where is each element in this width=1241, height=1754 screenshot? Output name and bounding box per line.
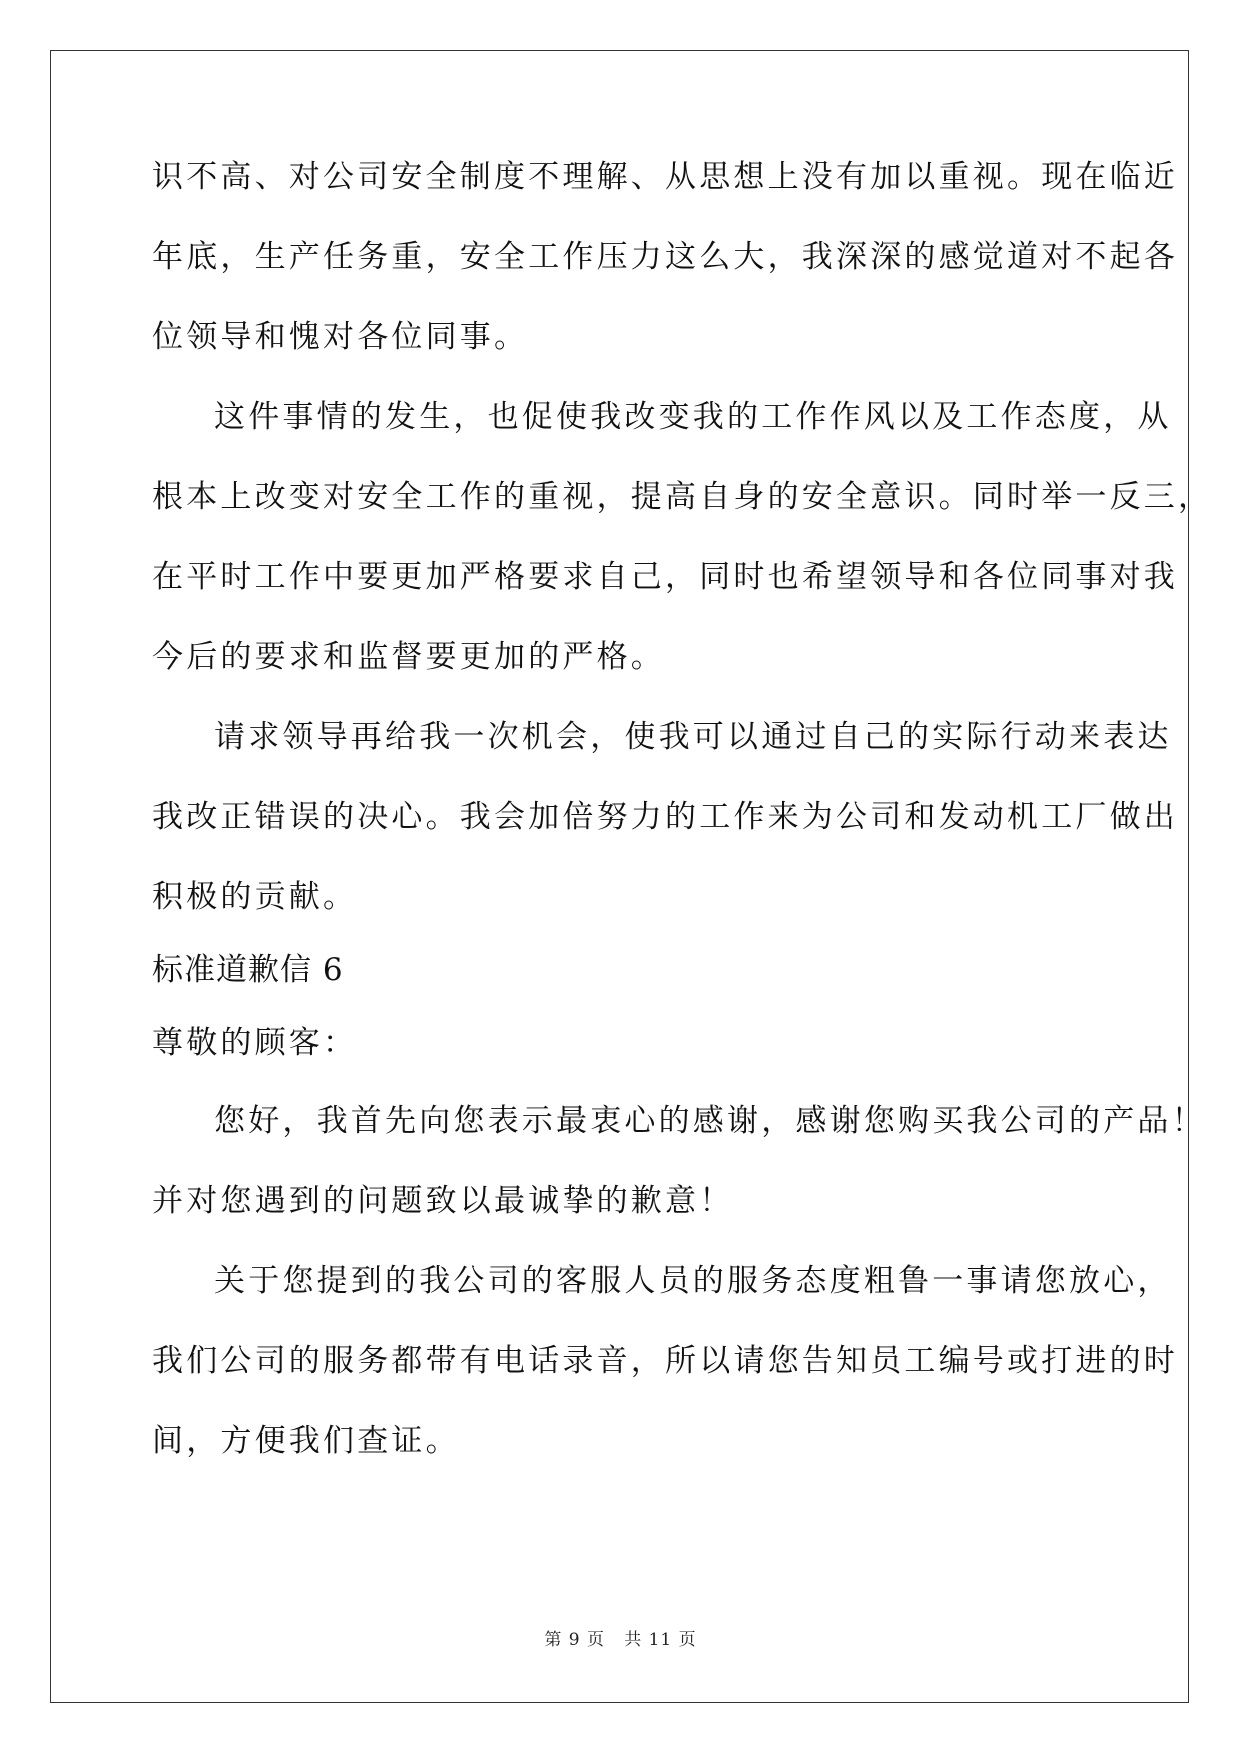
salutation: 尊敬的顾客： — [152, 1025, 358, 1061]
text-line: 年底，生产任务重，安全工作压力这么大，我深深的感觉道对不起各 — [152, 239, 1178, 275]
section-heading: 标准道歉信 6 — [152, 952, 344, 988]
text-line: 位领导和愧对各位同事。 — [152, 319, 529, 355]
paragraph-start-line: 关于您提到的我公司的客服人员的服务态度粗鲁一事请您放心， — [214, 1263, 1172, 1299]
text-line: 间，方便我们查证。 — [152, 1423, 460, 1459]
paragraph-start-line: 这件事情的发生，也促使我改变我的工作作风以及工作态度，从 — [214, 399, 1172, 435]
text-line: 识不高、对公司安全制度不理解、从思想上没有加以重视。现在临近 — [152, 159, 1178, 195]
page-footer — [0, 1625, 1241, 1650]
paragraph-start-line: 您好，我首先向您表示最衷心的感谢，感谢您购买我公司的产品！ — [214, 1103, 1206, 1139]
text-line: 根本上改变对安全工作的重视，提高自身的安全意识。同时举一反三， — [152, 479, 1213, 515]
text-line: 今后的要求和监督要更加的严格。 — [152, 639, 665, 675]
paragraph-start-line: 请求领导再给我一次机会，使我可以通过自己的实际行动来表达 — [214, 719, 1172, 755]
text-line: 积极的贡献。 — [152, 879, 358, 915]
text-line: 并对您遇到的问题致以最诚挚的歉意！ — [152, 1183, 734, 1219]
text-line: 我们公司的服务都带有电话录音，所以请您告知员工编号或打进的时 — [152, 1343, 1178, 1379]
text-line: 在平时工作中要更加严格要求自己，同时也希望领导和各位同事对我 — [152, 559, 1178, 595]
page-number: 第 9 页 共 11 页 — [544, 1630, 697, 1650]
text-line: 我改正错误的决心。我会加倍努力的工作来为公司和发动机工厂做出 — [152, 799, 1178, 835]
